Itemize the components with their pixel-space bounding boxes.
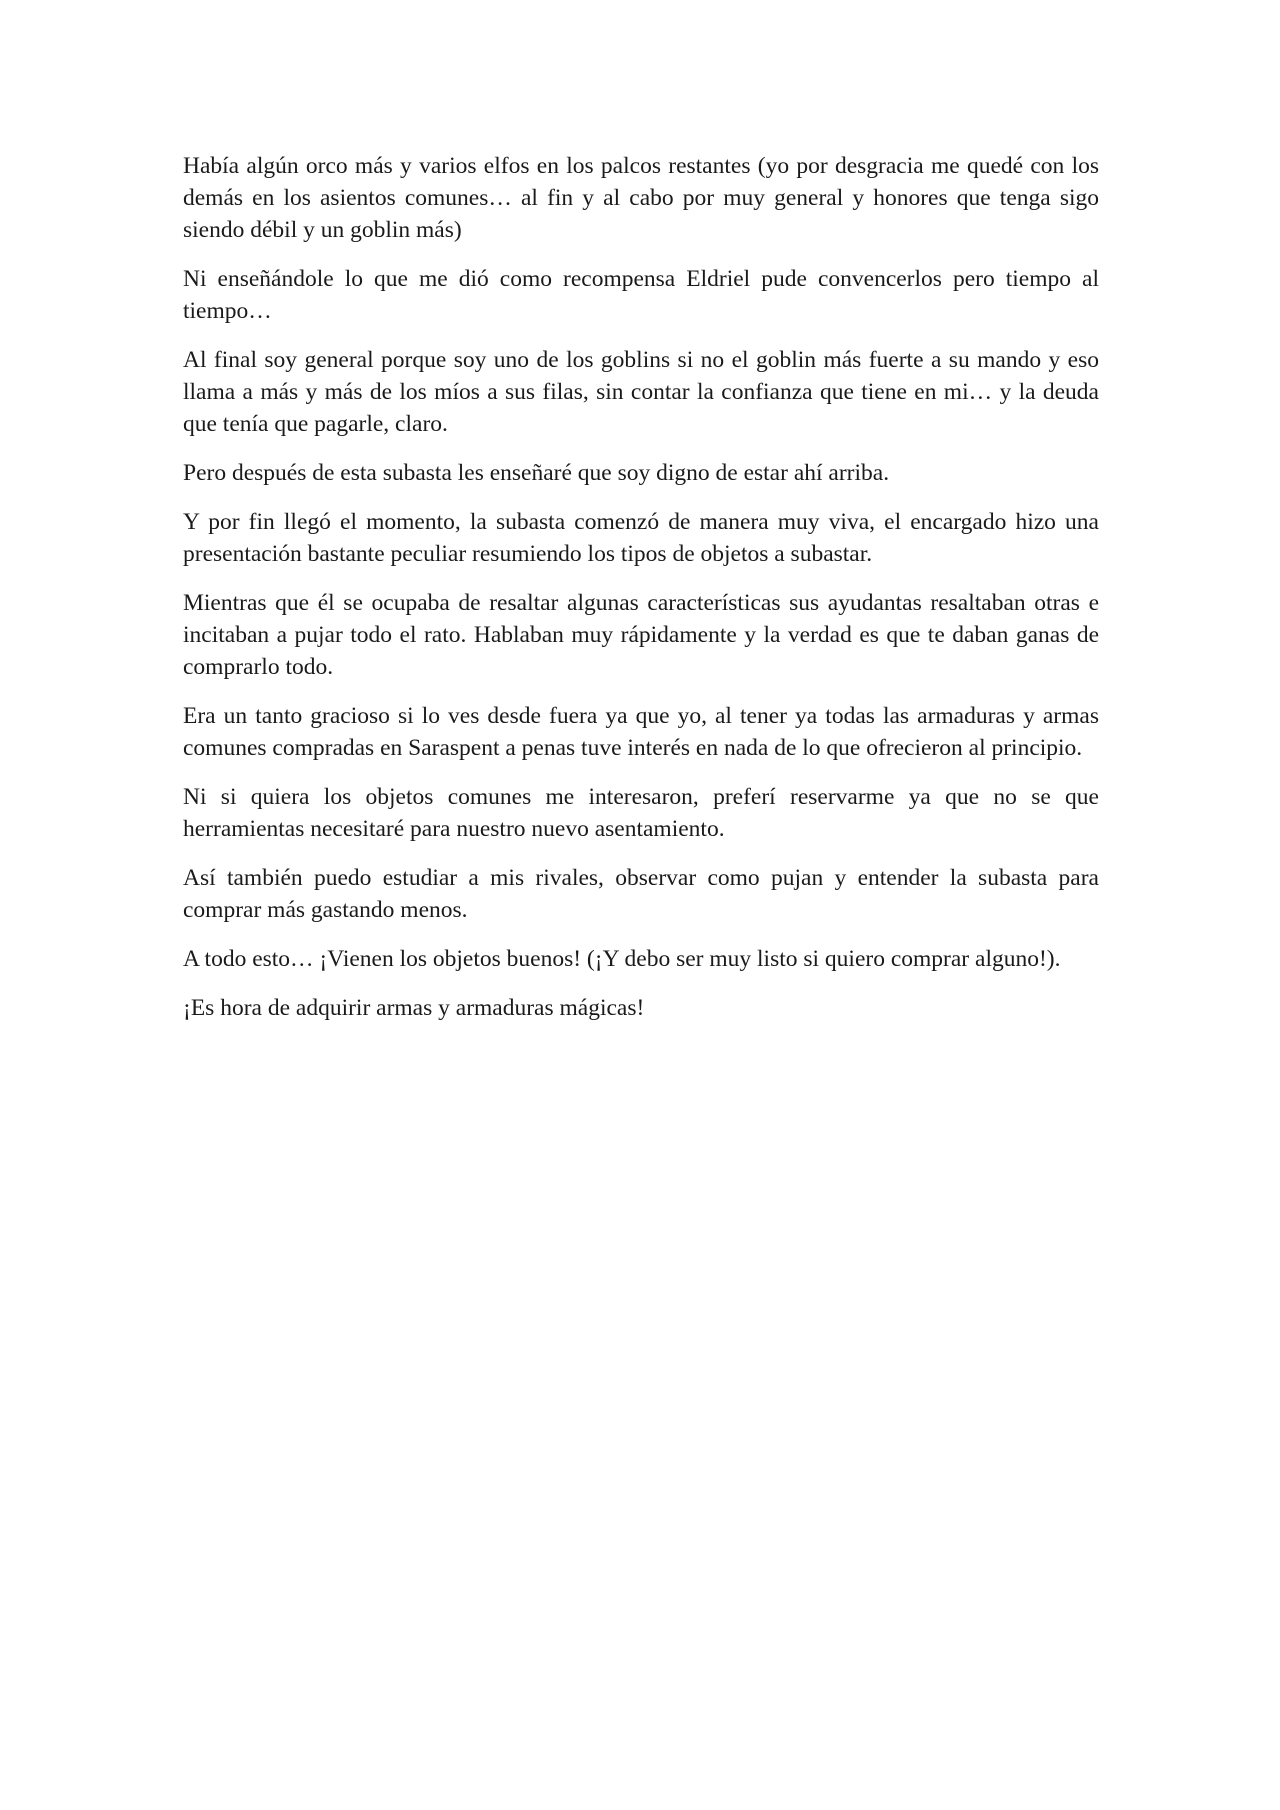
- paragraph: Era un tanto gracioso si lo ves desde fuera ya que yo, al tener ya todas las armaduras y armas comunes compradas en Saraspent a penas tuve interés en nada de lo que ofrecieron al principio.: [183, 703, 1099, 761]
- paragraph: Así también puedo estudiar a mis rivales, observar como pujan y entender la subasta para comprar más gastando menos.: [183, 865, 1099, 923]
- paragraph: Ni si quiera los objetos comunes me interesaron, preferí reservarme ya que no se que herramientas necesitaré para nuestro nuevo asentamiento.: [183, 784, 1099, 842]
- paragraph: ¡Es hora de adquirir armas y armaduras mágicas!: [183, 995, 645, 1021]
- paragraph: Y por fin llegó el momento, la subasta comenzó de manera muy viva, el encargado hizo una presentación bastante peculiar resumiendo los tipos de objetos a subastar.: [183, 509, 1099, 567]
- body-text: [183, 150, 1099, 1041]
- paragraph: Había algún orco más y varios elfos en los palcos restantes (yo por desgracia me quedé con los demás en los asientos comunes… al fin y al cabo por muy general y honores que tenga sigo siendo débil y un goblin más): [183, 153, 1099, 243]
- paragraph: Pero después de esta subasta les enseñaré que soy digno de estar ahí arriba.: [183, 460, 890, 486]
- paragraph: Mientras que él se ocupaba de resaltar algunas características sus ayudantas resaltaban otras e incitaban a pujar todo el rato. Hablaban muy rápidamente y la verdad es que te daban ganas de comprarlo todo.: [183, 590, 1099, 680]
- paragraph: A todo esto… ¡Vienen los objetos buenos! (¡Y debo ser muy listo si quiero comprar alguno!).: [183, 946, 1061, 972]
- paragraph: Ni enseñándole lo que me dió como recompensa Eldriel pude convencerlos pero tiempo al tiempo…: [183, 266, 1099, 324]
- paragraph: Al final soy general porque soy uno de los goblins si no el goblin más fuerte a su mando y eso llama a más y más de los míos a sus filas, sin contar la confianza que tiene en mi… y la deuda que tenía que pagarle, claro.: [183, 347, 1099, 437]
